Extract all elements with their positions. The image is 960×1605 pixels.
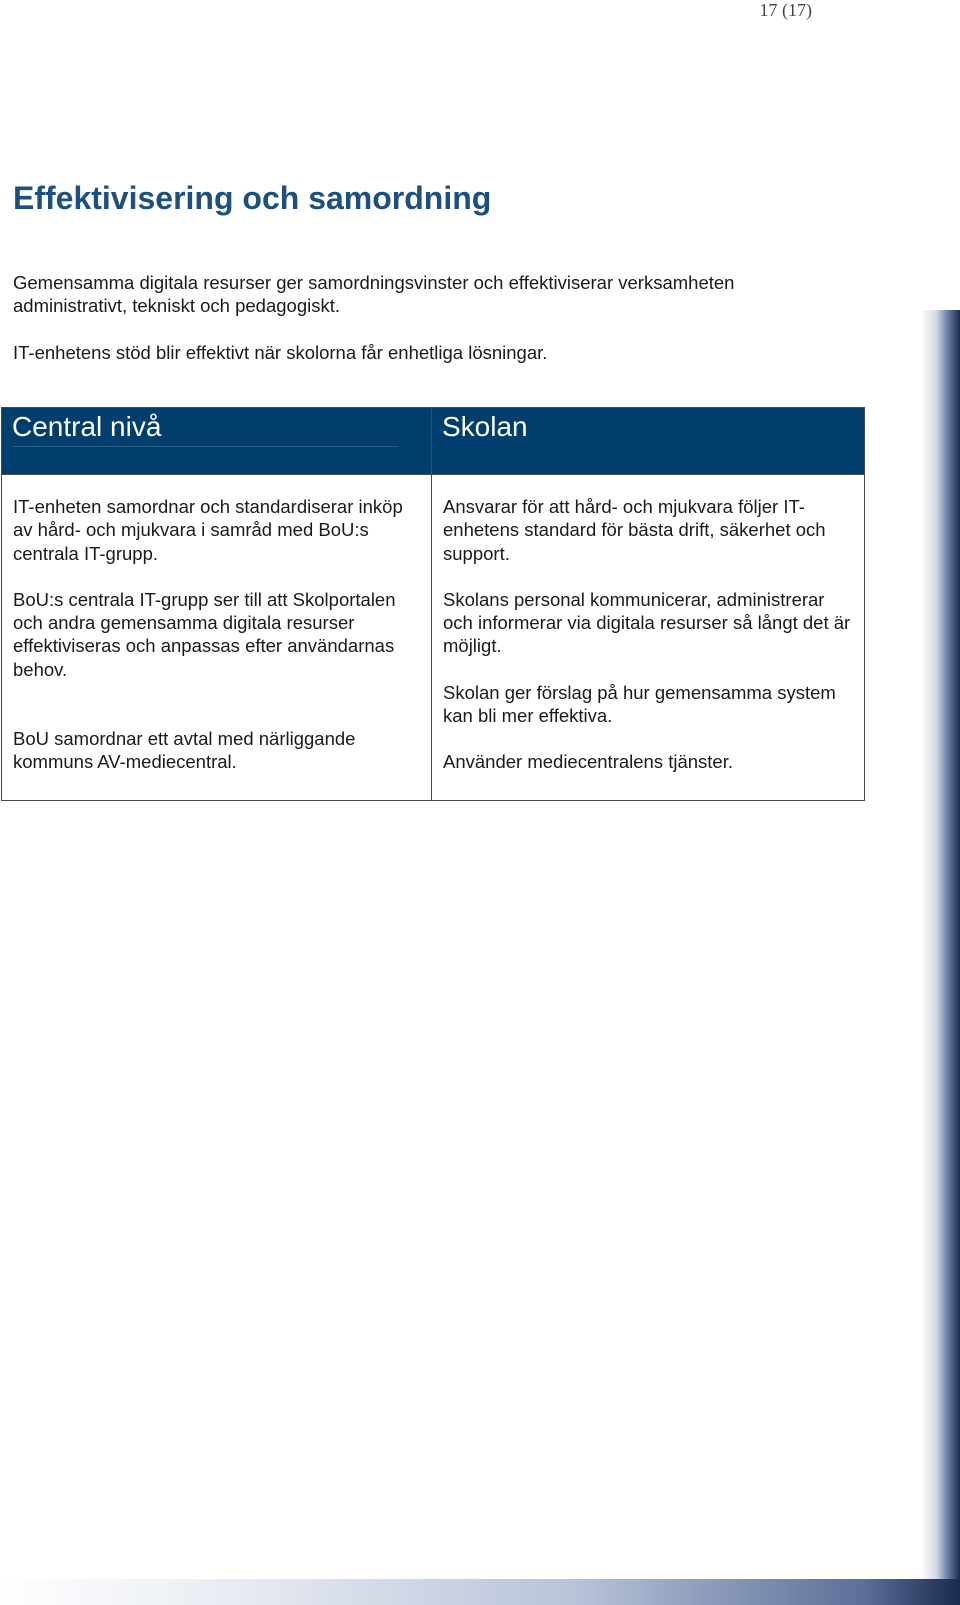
header-central-level: Central nivå [2, 408, 432, 475]
header-school: Skolan [432, 408, 865, 475]
intro-paragraph-1: Gemensamma digitala resurser ger samordningsvinster och effektiviserar verksamheten administrativt, tekniskt och pedagogiskt. [13, 272, 735, 316]
page-title: Effektivisering och samordning [13, 180, 492, 216]
page-edge-shadow [920, 310, 960, 1605]
intro-paragraph-2: IT-enhetens stöd blir effektivt när skolorna får enhetliga lösningar. [13, 342, 548, 363]
responsibility-table [1, 407, 865, 801]
page-bottom-shadow [0, 1579, 960, 1605]
school-item-2: Skolans personal kommunicerar, administrerar och informerar via digitala resurser så långt det är möjligt. [443, 588, 851, 657]
central-item-1: IT-enheten samordnar och standardiserar inköp av hård- och mjukvara i samråd med BoU:s centrala IT-grupp. [13, 496, 403, 564]
central-item-2: BoU:s centrala IT-grupp ser till att Skolportalen och andra gemensamma digitala resurser effektiviseras och anpassas efter användarnas behov. [13, 588, 396, 680]
school-item-1: Ansvarar för att hård- och mjukvara följer IT-enhetens standard för bästa drift, säkerhet och support. [443, 496, 826, 564]
school-cell [432, 475, 865, 801]
central-level-cell [2, 475, 432, 801]
table-row [2, 475, 865, 801]
school-item-4: Använder mediecentralens tjänster. [443, 751, 734, 773]
school-item-3: Skolan ger förslag på hur gemensamma system kan bli mer effektiva. [443, 681, 836, 727]
central-item-3: BoU samordnar ett avtal med närliggande kommuns AV-mediecentral. [13, 728, 356, 773]
table-header-row [2, 408, 865, 475]
page-number: 17 (17) [759, 0, 812, 20]
